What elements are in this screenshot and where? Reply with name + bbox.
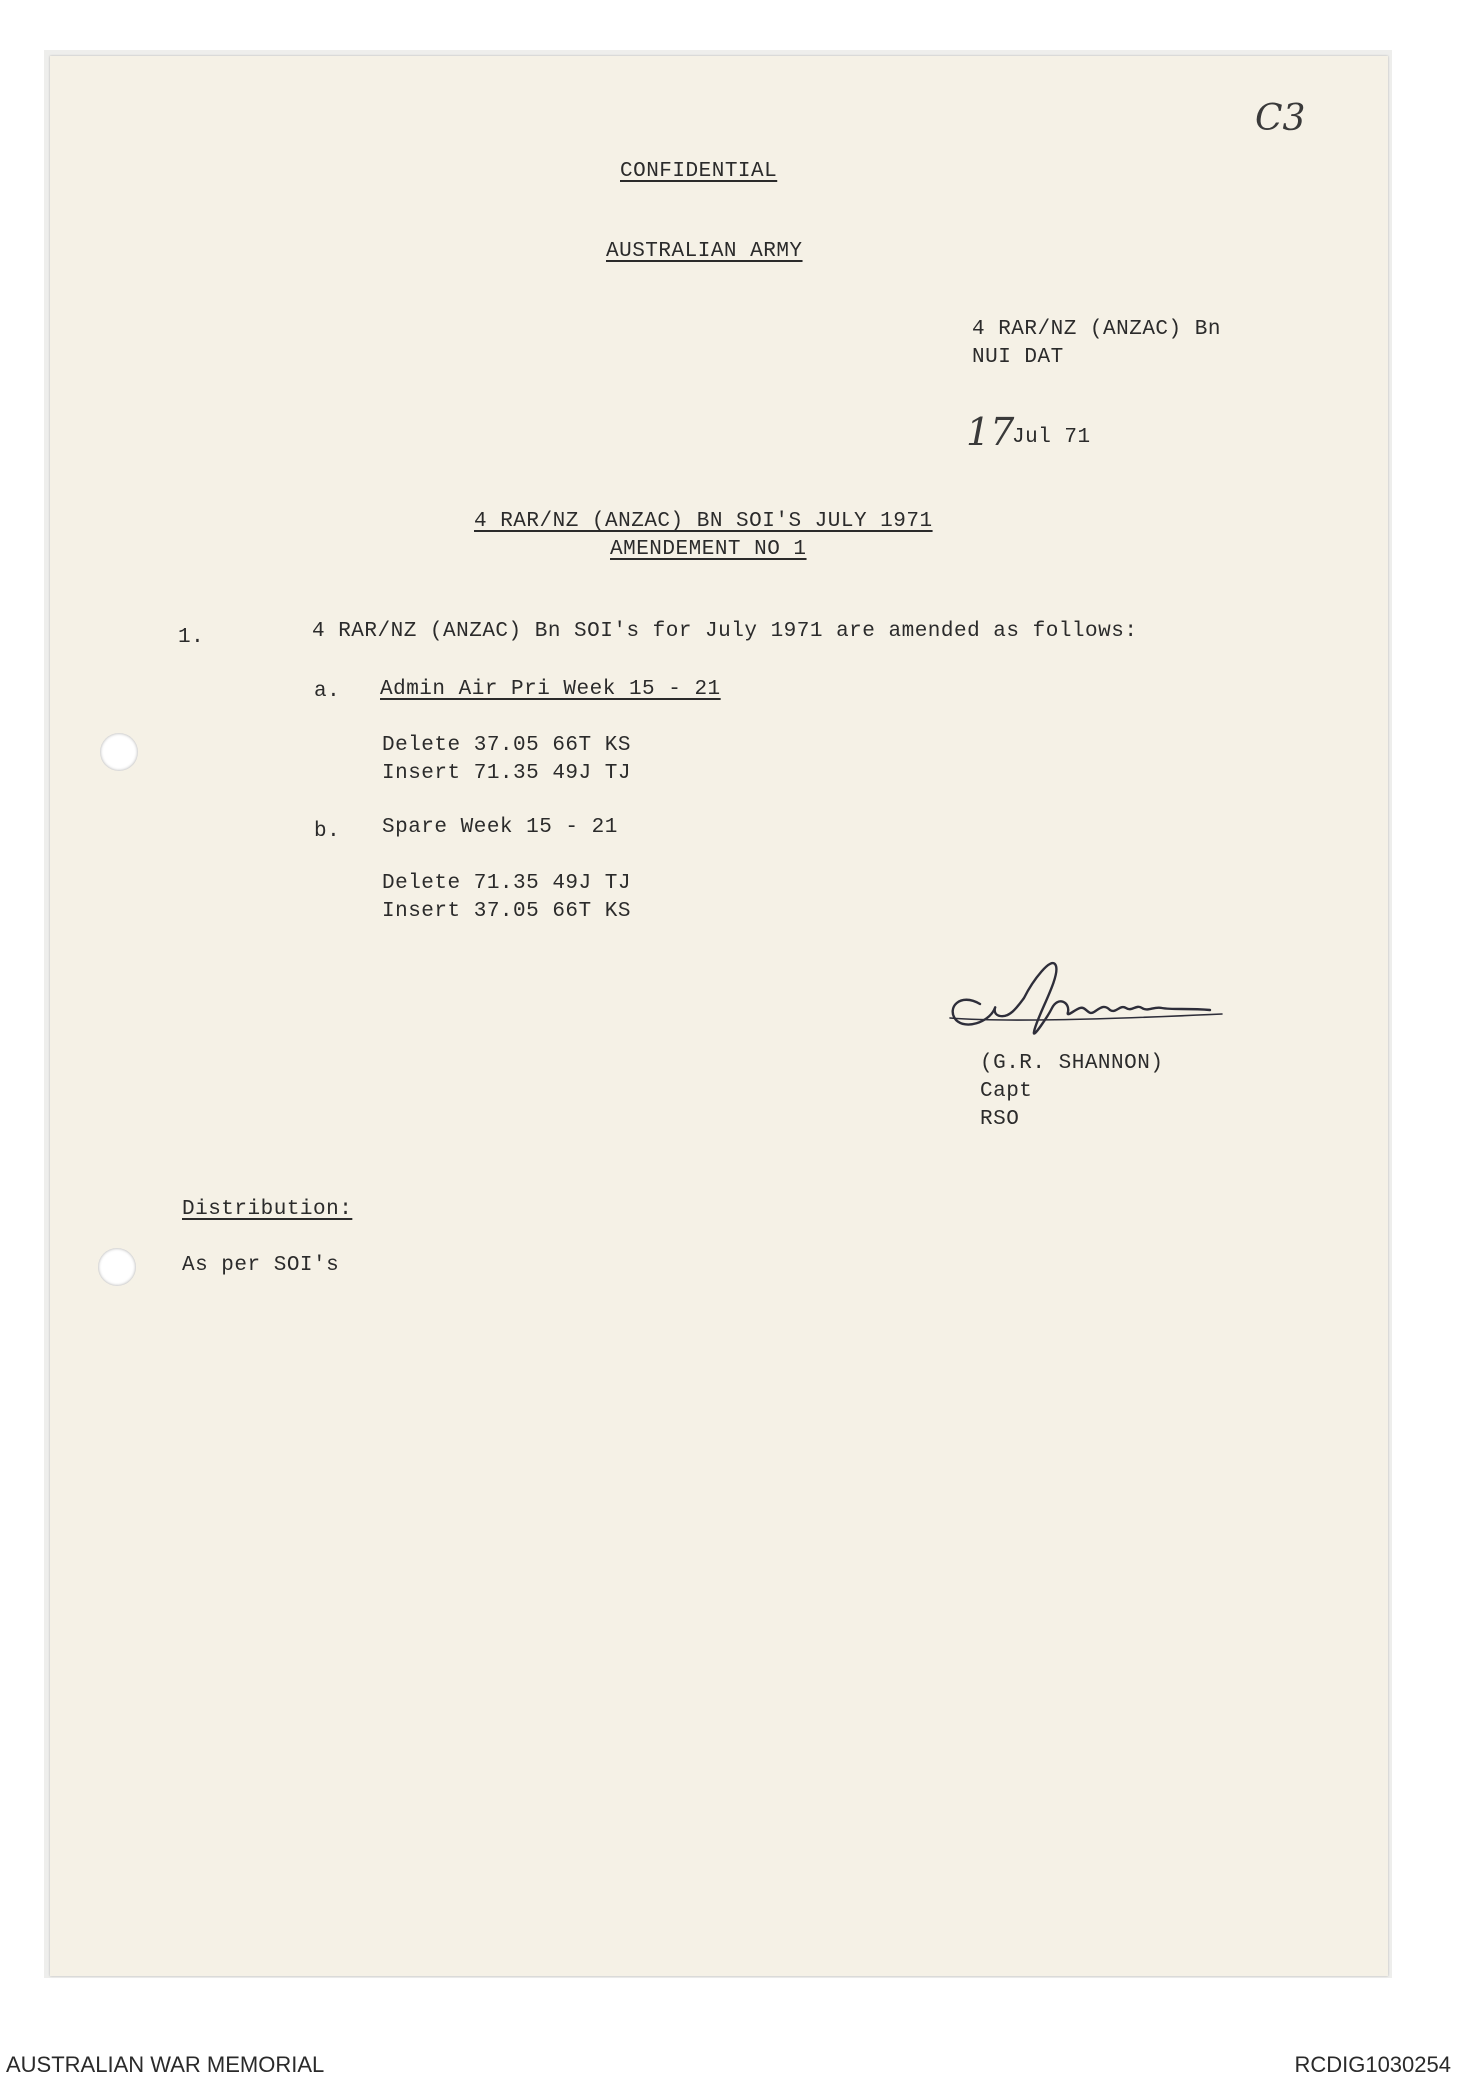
document-subtitle: AMENDEMENT NO 1 <box>610 538 807 561</box>
item-b-heading: Spare Week 15 - 21 <box>382 816 618 839</box>
unit-location: NUI DAT <box>972 346 1064 369</box>
paragraph-text: 4 RAR/NZ (ANZAC) Bn SOI's for July 1971 are amended as follows: <box>312 620 1138 643</box>
footer-reference: RCDIG1030254 <box>1294 2052 1451 2077</box>
unit-address: 4 RAR/NZ (ANZAC) Bn <box>972 318 1221 341</box>
date-day-handwritten: 17 <box>966 410 1015 454</box>
item-b-insert: Insert 37.05 66T KS <box>382 900 631 923</box>
paragraph-number: 1. <box>178 626 205 649</box>
footer-source: AUSTRALIAN WAR MEMORIAL <box>6 2052 325 2077</box>
document-title: 4 RAR/NZ (ANZAC) BN SOI'S JULY 1971 <box>474 510 933 533</box>
page-mark: C3 <box>1255 98 1306 139</box>
item-a-insert: Insert 71.35 49J TJ <box>382 762 631 785</box>
signatory-name: (G.R. SHANNON) <box>980 1052 1164 1075</box>
item-b-letter: b. <box>314 820 341 843</box>
distribution-text: As per SOI's <box>182 1254 340 1277</box>
item-b-delete: Delete 71.35 49J TJ <box>382 872 631 895</box>
signatory-rank: Capt <box>980 1080 1033 1103</box>
organisation-header: AUSTRALIAN ARMY <box>606 240 803 263</box>
distribution-label: Distribution: <box>182 1198 353 1221</box>
punch-hole-top <box>100 733 138 771</box>
handwritten-signature <box>940 952 1230 1042</box>
item-a-delete: Delete 37.05 66T KS <box>382 734 631 757</box>
item-a-letter: a. <box>314 680 341 703</box>
signatory-appointment: RSO <box>980 1108 1020 1131</box>
date-month-year: Jul 71 <box>1012 426 1091 449</box>
classification-header: CONFIDENTIAL <box>620 160 778 183</box>
item-a-heading: Admin Air Pri Week 15 - 21 <box>380 678 721 701</box>
punch-hole-bottom <box>98 1248 136 1286</box>
